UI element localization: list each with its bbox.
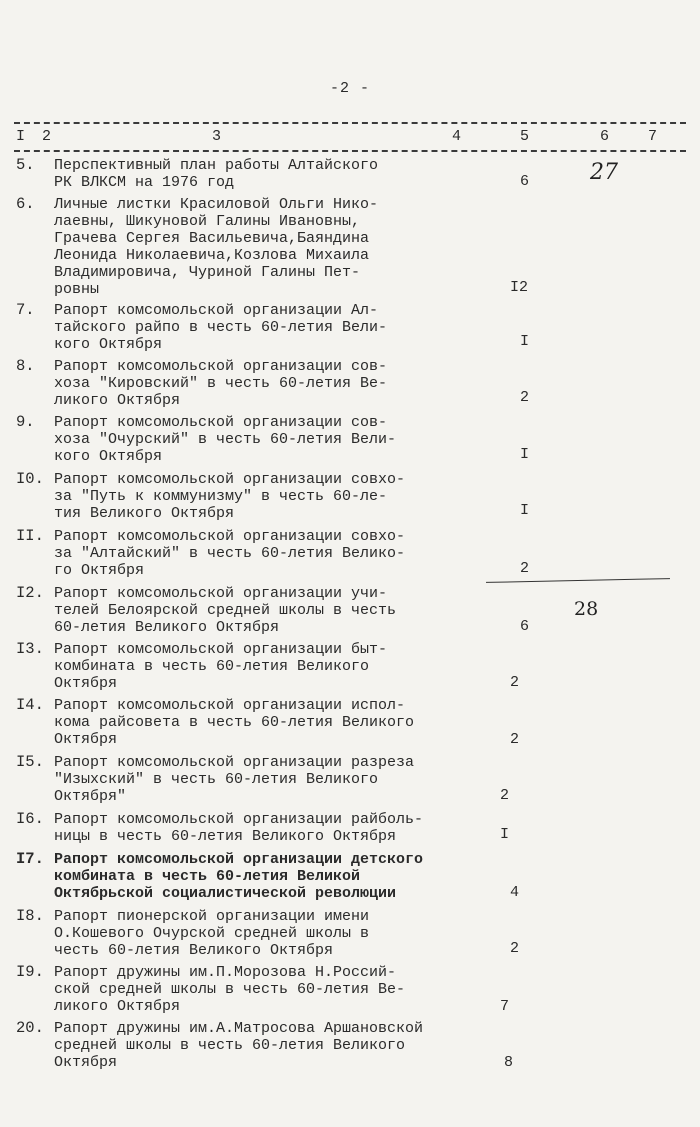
page-number: -2 - [329, 80, 370, 97]
sheet-count: 2 [510, 731, 520, 748]
sheet-count: I [520, 333, 530, 350]
entry-title: Рапорт комсомольской организации совхо- за "Путь к коммунизму" в честь 60-ле- тия Великого Октября [54, 471, 406, 522]
column-header-6: 6 [600, 128, 610, 145]
entry-title: Рапорт комсомольской организации разреза "Изыхский" в честь 60-летия Великого Октября" [54, 754, 415, 805]
entry-title: Рапорт комсомольской организации испол- кома райсовета в честь 60-летия Великого Октября [54, 697, 415, 748]
entry-number: I2. [16, 584, 44, 602]
sheet-count: 4 [510, 884, 520, 901]
table-rule-bottom [14, 150, 686, 152]
entry-number: 6. [16, 195, 35, 213]
sheet-count: 2 [500, 787, 510, 804]
entry-title: Личные листки Красиловой Ольги Нико- лаевны, Шикуновой Галины Ивановны, Грачева Сергея Васильевича,Баяндина Леонида Николаевича,Козлова Михаила Владимировича, Чуриной Галины Пет- ровны [54, 196, 379, 298]
entry-number: I0. [16, 470, 44, 488]
column-header-4: 4 [452, 128, 462, 145]
entry-number: 5. [16, 156, 35, 174]
column-header-3: 3 [212, 128, 222, 145]
sheet-count: 2 [520, 560, 530, 577]
entry-title: Рапорт дружины им.П.Морозова Н.Россий- ской средней школы в честь 60-летия Ве- ликого Октября [54, 964, 406, 1015]
entry-number: I3. [16, 640, 44, 658]
sheet-count: I [520, 446, 530, 463]
entry-title: Рапорт комсомольской организации райболь- ницы в честь 60-летия Великого Октября [54, 811, 424, 845]
entry-title: Рапорт комсомольской организации учи- телей Белоярской средней школы в честь 60-летия Великого Октября [54, 585, 397, 636]
sheet-count: 6 [520, 618, 530, 635]
entry-number: 8. [16, 357, 35, 375]
entry-title: Рапорт комсомольской организации детского комбината в честь 60-летия Великой Октябрьской социалистической революции [54, 851, 424, 902]
entry-number: 20. [16, 1019, 44, 1037]
column-header-2: 2 [42, 128, 52, 145]
sheet-count: 2 [510, 940, 520, 957]
entry-title: Рапорт комсомольской организации совхо- за "Алтайский" в честь 60-летия Велико- го Октября [54, 528, 406, 579]
entry-title: Рапорт комсомольской организации Ал- тайского райпо в честь 60-летия Вели- кого Октября [54, 302, 388, 353]
column-header-7: 7 [648, 128, 658, 145]
entry-title: Рапорт комсомольской организации быт- комбината в честь 60-летия Великого Октября [54, 641, 388, 692]
sheet-count: 8 [504, 1054, 514, 1071]
entry-number: I9. [16, 963, 44, 981]
entry-title: Рапорт комсомольской организации сов- хоза "Очурский" в честь 60-летия Вели- кого Октября [54, 414, 397, 465]
sheet-count: I [520, 502, 530, 519]
entry-number: 9. [16, 413, 35, 431]
entry-number: I8. [16, 907, 44, 925]
entry-title: Рапорт пионерской организации имени О.Кошевого Очурской средней школы в честь 60-летия Великого Октября [54, 908, 370, 959]
entry-number: 7. [16, 301, 35, 319]
table-rule-top [14, 122, 686, 124]
sheet-count: 2 [510, 674, 520, 691]
sheet-count: 2 [520, 389, 530, 406]
handwritten-sheet-number: 28 [574, 598, 599, 620]
entry-title: Рапорт комсомольской организации сов- хоза "Кировский" в честь 60-летия Ве- ликого Октября [54, 358, 388, 409]
sheet-count: I [500, 826, 510, 843]
column-header-1: I [16, 128, 26, 145]
sheet-count: I2 [510, 279, 529, 296]
entry-title: Рапорт дружины им.А.Матросова Аршановской средней школы в честь 60-летия Великого Октября [54, 1020, 424, 1071]
sheet-count: 7 [500, 998, 510, 1015]
entry-title: Перспективный план работы Алтайского РК ВЛКСМ на 1976 год [54, 157, 379, 191]
entry-number: I7. [16, 850, 44, 868]
entry-number: I6. [16, 810, 44, 828]
entry-number: II. [16, 527, 44, 545]
entry-number: I5. [16, 753, 44, 771]
entry-number: I4. [16, 696, 44, 714]
handwritten-sheet-number: 27 [590, 160, 618, 185]
handwritten-separator-line [486, 578, 670, 583]
sheet-count: 6 [520, 173, 530, 190]
column-header-5: 5 [520, 128, 530, 145]
